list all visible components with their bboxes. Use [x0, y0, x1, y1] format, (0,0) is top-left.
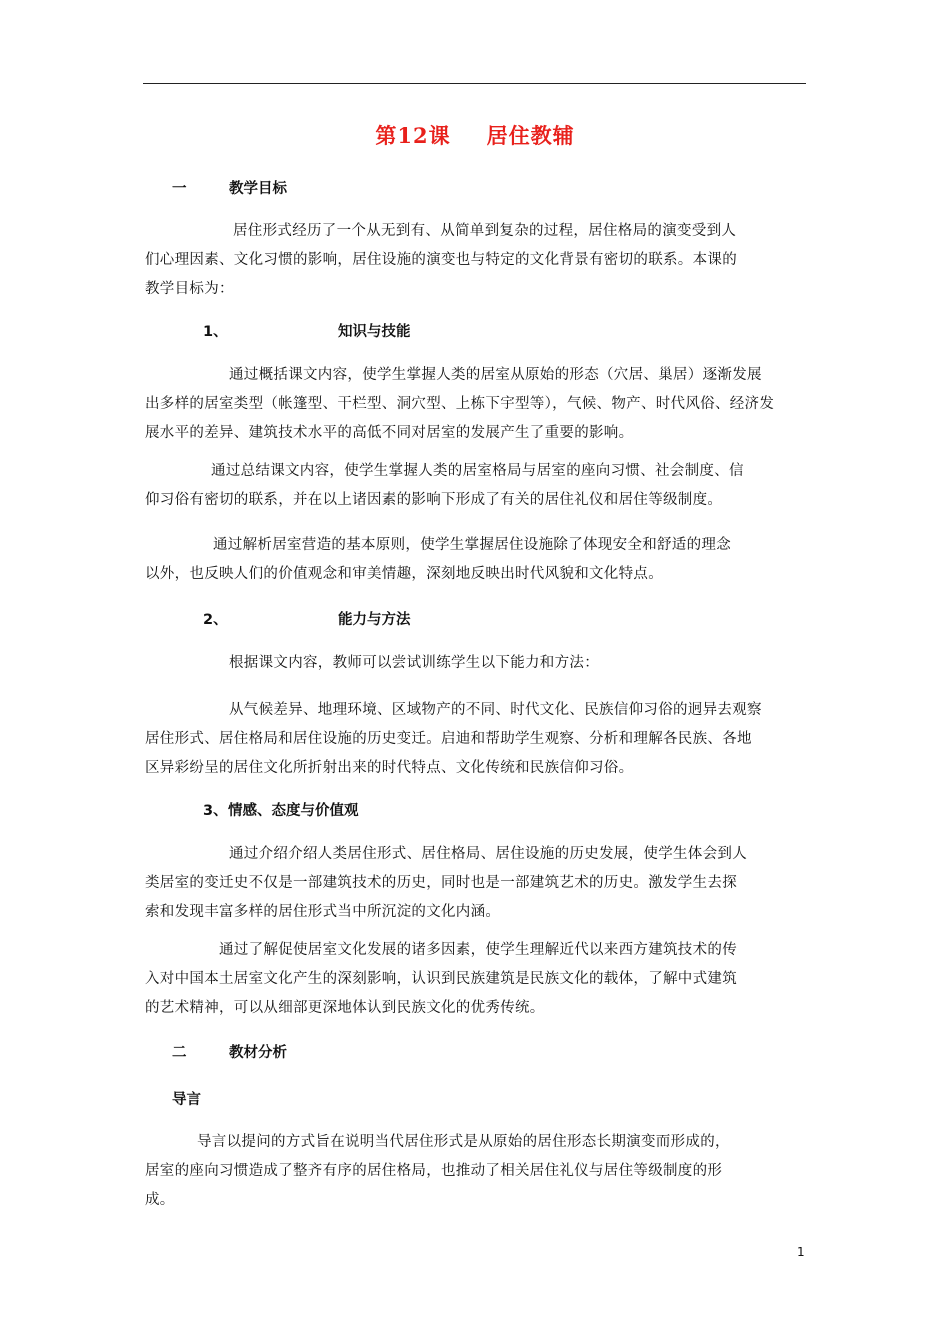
knowledge-paragraph-3	[145, 531, 807, 589]
section-2-heading: 教材分析	[229, 1045, 287, 1061]
header-rule	[143, 83, 806, 84]
emotion-paragraph-2	[145, 936, 807, 1023]
text-line: 根据课文内容，教师可以尝试训练学生以下能力和方法：	[229, 655, 599, 671]
page-title	[0, 120, 950, 150]
goal-1-number: 1、	[203, 324, 228, 340]
text-line: 展水平的差异、建筑技术水平的高低不同对居室的发展产生了重要的影响。	[145, 425, 634, 441]
goal-2-heading: 能力与方法	[338, 612, 411, 628]
section-1-heading: 教学目标	[229, 181, 287, 197]
text-line: 通过介绍介绍人类居住形式、居住格局、居住设施的历史发展，使学生体会到人	[229, 846, 747, 862]
title-lesson: 第12课	[375, 123, 451, 148]
text-line: 居住形式、居住格局和居住设施的历史变迁。启迪和帮助学生观察、分析和理解各民族、各地	[145, 731, 752, 747]
text-line: 索和发现丰富多样的居住形式当中所沉淀的文化内涵。	[145, 904, 501, 920]
preface-paragraph	[145, 1128, 807, 1215]
page-number: 1	[797, 1245, 805, 1259]
knowledge-paragraph-1	[145, 361, 807, 448]
goal-1-heading: 知识与技能	[338, 324, 411, 340]
text-line: 出多样的居室类型（帐篷型、干栏型、洞穴型、上栋下宇型等），气候、物产、时代风俗、经济发	[145, 396, 775, 412]
ability-paragraph-2	[145, 696, 807, 783]
emotion-paragraph-1	[145, 840, 807, 927]
text-line: 导言以提问的方式旨在说明当代居住形式是从原始的居住形态长期演变而形成的，	[197, 1134, 730, 1150]
goal-3-heading: 情感、态度与价值观	[228, 803, 359, 819]
text-line: 区异彩纷呈的居住文化所折射出来的时代特点、文化传统和民族信仰习俗。	[145, 760, 634, 776]
section-1-number: 一	[172, 181, 187, 197]
text-line: 居室的座向习惯造成了整齐有序的居住格局，也推动了相关居住礼仪与居住等级制度的形	[145, 1163, 723, 1179]
text-line: 的艺术精神，可以从细部更深地体认到民族文化的优秀传统。	[145, 1000, 545, 1016]
section-2-number: 二	[172, 1045, 187, 1061]
text-line: 成。	[145, 1192, 175, 1208]
text-line: 入对中国本土居室文化产生的深刻影响，认识到民族建筑是民族文化的载体，了解中式建筑	[145, 971, 737, 987]
title-topic: 居住教辅	[486, 123, 575, 148]
text-line: 类居室的变迁史不仅是一部建筑技术的历史，同时也是一部建筑艺术的历史。激发学生去探	[145, 875, 737, 891]
text-line: 居住形式经历了一个从无到有、从简单到复杂的过程，居住格局的演变受到人	[233, 223, 737, 239]
text-line: 通过总结课文内容，使学生掌握人类的居室格局与居室的座向习惯、社会制度、信	[211, 463, 744, 479]
ability-paragraph-1	[145, 649, 807, 678]
preface-heading: 导言	[172, 1092, 201, 1108]
text-line: 通过解析居室营造的基本原则，使学生掌握居住设施除了体现安全和舒适的理念	[213, 537, 731, 553]
text-line: 以外，也反映人们的价值观念和审美情趣，深刻地反映出时代风貌和文化特点。	[145, 566, 663, 582]
knowledge-paragraph-2	[145, 457, 807, 515]
text-line: 通过了解促使居室文化发展的诸多因素，使学生理解近代以来西方建筑技术的传	[219, 942, 737, 958]
text-line: 仰习俗有密切的联系，并在以上诸因素的影响下形成了有关的居住礼仪和居住等级制度。	[145, 492, 723, 508]
goal-2-number: 2、	[203, 612, 228, 628]
text-line: 教学目标为：	[145, 281, 234, 297]
text-line: 们心理因素、文化习惯的影响，居住设施的演变也与特定的文化背景有密切的联系。本课的	[145, 252, 737, 268]
text-line: 从气候差异、地理环境、区域物产的不同、时代文化、民族信仰习俗的迥异去观察	[229, 702, 762, 718]
intro-paragraph	[145, 217, 807, 304]
goal-3-number: 3、	[203, 803, 228, 819]
text-line: 通过概括课文内容，使学生掌握人类的居室从原始的形态（穴居、巢居）逐渐发展	[229, 367, 762, 383]
